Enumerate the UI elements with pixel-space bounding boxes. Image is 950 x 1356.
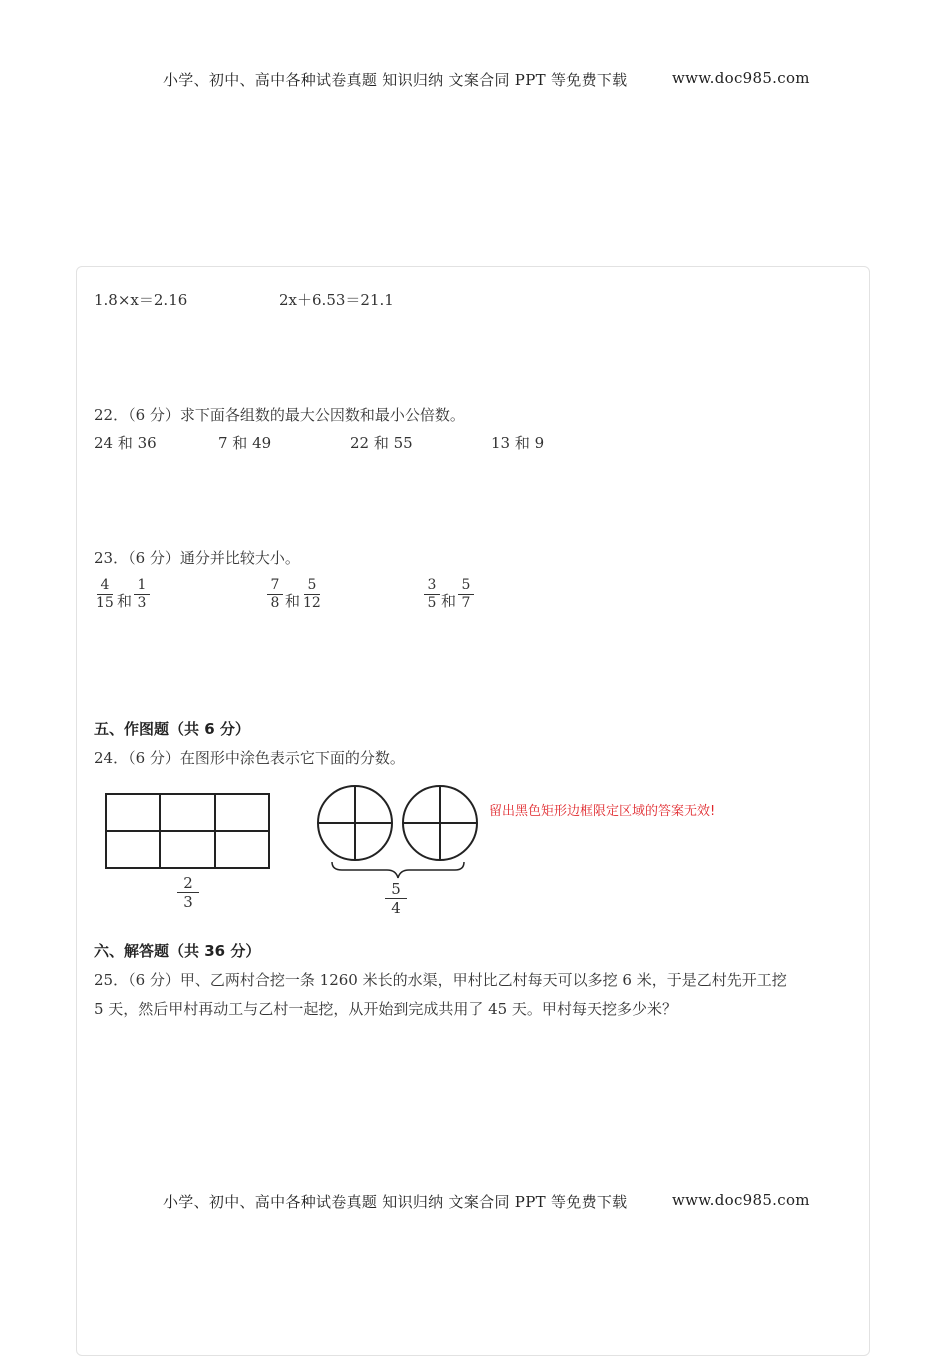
denominator: 4 <box>391 899 401 917</box>
numerator: 5 <box>307 577 317 593</box>
section-5-heading: 五、作图题（共 6 分） <box>94 720 250 738</box>
q23-pair1-he: 和 <box>117 592 133 610</box>
footer-banner: 小学、初中、高中各种试卷真题 知识归纳 文案合同 PPT 等免费下载 <box>163 1193 628 1211</box>
q22-title: 22．（6 分）求下面各组数的最大公因数和最小公倍数。 <box>94 406 465 424</box>
q23-pair3-he: 和 <box>441 592 457 610</box>
denominator: 7 <box>461 595 471 611</box>
q24-circle-1 <box>318 786 392 860</box>
denominator: 3 <box>183 893 193 911</box>
header-banner: 小学、初中、高中各种试卷真题 知识归纳 文案合同 PPT 等免费下载 <box>163 71 628 89</box>
q23-title: 23．（6 分）通分并比较大小。 <box>94 549 300 567</box>
q21-equation-1: 1.8×x＝2.16 <box>94 291 188 309</box>
q23-pair1-fraction-a <box>96 577 114 612</box>
denominator: 5 <box>427 595 437 611</box>
q21-equation-2: 2x＋6.53＝21.1 <box>279 291 394 309</box>
footer-site: www.doc985.com <box>672 1191 810 1209</box>
q25-text-line-2: 5 天，然后甲村再动工与乙村一起挖，从开始到完成共用了 45 天。甲村每天挖多少米？ <box>94 1000 677 1018</box>
q23-pair1-fraction-b <box>134 577 150 612</box>
q22-group-1: 24 和 36 <box>94 434 157 452</box>
q23-pair3-fraction-b <box>458 577 474 612</box>
q22-group-2: 7 和 49 <box>218 434 272 452</box>
numerator: 5 <box>461 577 471 593</box>
q22-group-3: 22 和 55 <box>350 434 413 452</box>
numerator: 3 <box>427 577 437 593</box>
q23-pair3-fraction-a <box>424 577 440 612</box>
section-6-heading: 六、解答题（共 36 分） <box>94 942 261 960</box>
q25-text-line-1: 25．（6 分）甲、乙两村合挖一条 1260 米长的水渠，甲村比乙村每天可以多挖 6 米，于是乙村先开工挖 <box>94 971 787 989</box>
header-site: www.doc985.com <box>672 69 810 87</box>
denominator: 3 <box>137 595 147 611</box>
numerator: 1 <box>137 577 147 593</box>
q24-rectangle-grid[interactable] <box>100 788 276 874</box>
denominator: 12 <box>303 595 321 611</box>
answer-area-warning: 留出黑色矩形边框限定区域的答案无效! <box>489 804 716 819</box>
q24-circles-figure[interactable] <box>312 780 484 884</box>
numerator: 5 <box>391 880 401 898</box>
q24-brace <box>332 862 464 878</box>
q24-circle-fraction <box>385 880 407 917</box>
q23-pair2-fraction-a <box>267 577 283 612</box>
q24-title: 24．（6 分）在图形中涂色表示它下面的分数。 <box>94 749 405 767</box>
q24-circle-2 <box>403 786 477 860</box>
q23-pair2-fraction-b <box>303 577 321 612</box>
denominator: 8 <box>270 595 280 611</box>
denominator: 15 <box>96 595 114 611</box>
q23-pair2-he: 和 <box>285 592 301 610</box>
numerator: 7 <box>270 577 280 593</box>
q22-group-4: 13 和 9 <box>491 434 545 452</box>
q24-rect-fraction <box>177 874 199 911</box>
numerator: 4 <box>100 577 110 593</box>
numerator: 2 <box>183 874 193 892</box>
